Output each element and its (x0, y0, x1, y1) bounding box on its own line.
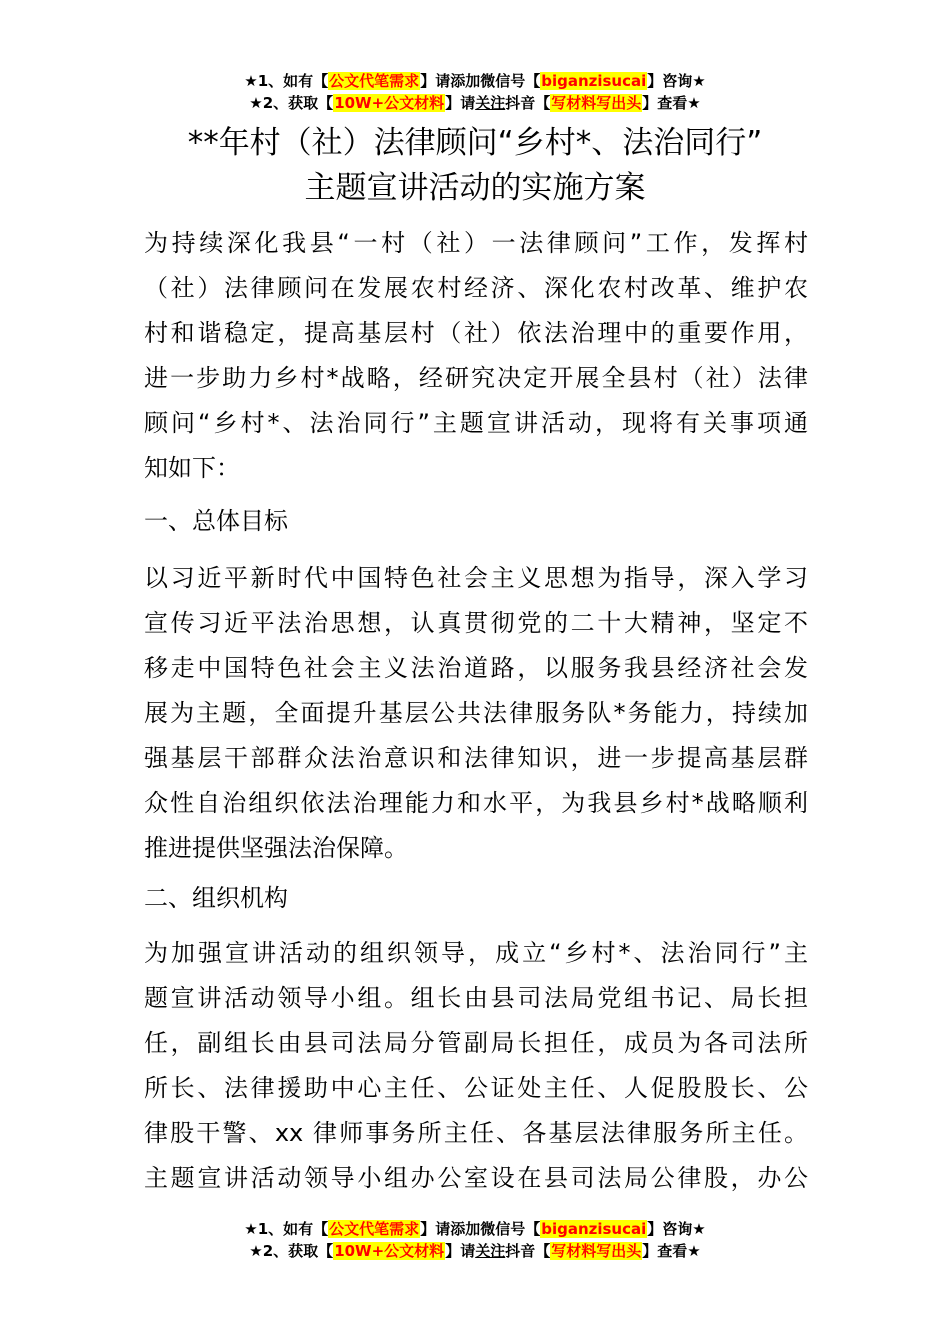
wechat-id-highlight: biganzisucai (541, 1220, 647, 1238)
paragraph-line: 村和谐稳定，提高基层村（社）依法治理中的重要作用， (144, 319, 808, 347)
banner-underline: 关注 (475, 1242, 506, 1260)
banner-text: 】请 (445, 94, 476, 112)
banner-text: 】查看★ (642, 1242, 701, 1260)
banner-text: 】查看★ (642, 94, 701, 112)
paragraph-line: 宣传习近平法治思想，认真贯彻党的二十大精神，坚定不 (144, 609, 808, 637)
banner-text: 】请添加微信号【 (420, 1220, 541, 1238)
banner-text: 抖音【 (505, 94, 551, 112)
banner-highlight: 10W+公文材料 (334, 94, 445, 112)
paragraph-line: 律股干警、xx 律师事务所主任、各基层法律服务所主任。 (144, 1119, 808, 1147)
paragraph-line: 移走中国特色社会主义法治道路，以服务我县经济社会发 (144, 654, 808, 682)
banner-line-1 (0, 70, 950, 92)
paragraph-line: 进一步助力乡村*战略，经研究决定开展全县村（社）法律 (144, 364, 808, 392)
banner-underline: 关注 (475, 94, 506, 112)
banner-text: ★1、如有【 (244, 72, 329, 90)
paragraph-line: 为持续深化我县“一村（社）一法律顾问”工作，发挥村 (144, 229, 808, 257)
section-heading-organization: 二、组织机构 (144, 884, 288, 912)
banner-line-2 (0, 1240, 950, 1262)
paragraph-line: 主题宣讲活动领导小组办公室设在县司法局公律股，办公 (144, 1164, 808, 1192)
paragraph-line: 题宣讲活动领导小组。组长由县司法局党组书记、局长担 (144, 984, 808, 1012)
paragraph-line: 任，副组长由县司法局分管副局长担任，成员为各司法所 (144, 1029, 808, 1057)
banner-highlight: 公文代笔需求 (329, 1220, 420, 1238)
douyin-highlight: 写材料写出头 (551, 94, 642, 112)
banner-line-2 (0, 92, 950, 114)
section-goals-paragraph (144, 556, 808, 871)
banner-highlight: 10W+公文材料 (334, 1242, 445, 1260)
banner-highlight: 公文代笔需求 (329, 72, 420, 90)
paragraph-line: 众性自治组织依法治理能力和水平，为我县乡村*战略顺利 (144, 789, 808, 817)
douyin-highlight: 写材料写出头 (551, 1242, 642, 1260)
paragraph-line: 以习近平新时代中国特色社会主义思想为指导，深入学习 (144, 564, 808, 592)
paragraph-line: （社）法律顾问在发展农村经济、深化农村改革、维护农 (144, 274, 808, 302)
section-heading-goals: 一、总体目标 (144, 507, 288, 535)
banner-text: ★2、获取【 (249, 1242, 334, 1260)
banner-text: 】请添加微信号【 (420, 72, 541, 90)
paragraph-line: 展为主题，全面提升基层公共法律服务队*务能力，持续加 (144, 699, 808, 727)
paragraph-line: 所长、法律援助中心主任、公证处主任、人促股股长、公 (144, 1074, 808, 1102)
banner-line-1 (0, 1218, 950, 1240)
banner-text: 】请 (445, 1242, 476, 1260)
paragraph-line: 知如下： (144, 454, 240, 482)
banner-text: 抖音【 (505, 1242, 551, 1260)
wechat-id-highlight: biganzisucai (541, 72, 647, 90)
page-title-line-1: **年村（社）法律顾问“乡村*、法治同行” (187, 125, 763, 161)
paragraph-line: 为加强宣讲活动的组织领导，成立“乡村*、法治同行”主 (144, 939, 808, 967)
paragraph-line: 推进提供坚强法治保障。 (144, 834, 408, 862)
intro-paragraph (144, 221, 808, 491)
banner-text: ★2、获取【 (249, 94, 334, 112)
section-organization-paragraph (144, 931, 808, 1201)
banner-text: ★1、如有【 (244, 1220, 329, 1238)
banner-text: 】咨询★ (647, 1220, 706, 1238)
paragraph-line: 顾问“乡村*、法治同行”主题宣讲活动，现将有关事项通 (144, 409, 808, 437)
banner-text: 】咨询★ (647, 72, 706, 90)
top-banner (0, 70, 950, 114)
page-title-line-2: 主题宣讲活动的实施方案 (304, 170, 646, 206)
paragraph-line: 强基层干部群众法治意识和法律知识，进一步提高基层群 (144, 744, 808, 772)
bottom-banner (0, 1218, 950, 1262)
